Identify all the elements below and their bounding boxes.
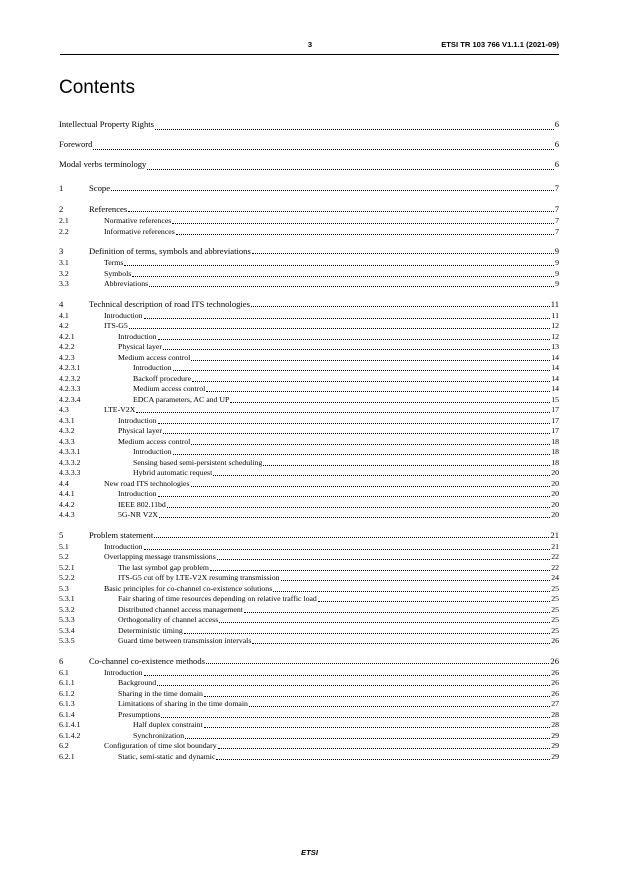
toc-entry-number: 5.3.2 [59, 604, 75, 614]
toc-entry[interactable] [59, 395, 559, 406]
toc-entry-page[interactable]: 9 [555, 258, 559, 267]
toc-entry[interactable] [59, 710, 559, 721]
toc-entry-number: 4.4 [59, 478, 69, 488]
toc-entry[interactable] [59, 552, 559, 563]
toc-entry-number: 2.2 [59, 226, 69, 236]
toc-entry-page[interactable]: 18 [551, 436, 559, 446]
toc-entry-page[interactable]: 11 [550, 298, 559, 309]
toc-entry[interactable] [59, 405, 559, 416]
toc-entry-number: 5.3.3 [59, 615, 75, 624]
toc-entry-number: 4.1 [59, 310, 69, 320]
table-of-contents [59, 114, 559, 762]
toc-entry-number: 4.4.1 [59, 489, 75, 498]
toc-leader-dots [176, 234, 554, 235]
toc-entry-page[interactable]: 27 [551, 699, 559, 708]
toc-entry[interactable] [59, 605, 559, 616]
toc-entry-page[interactable]: 25 [551, 625, 559, 635]
toc-entry-title[interactable]: ITS-G5 [104, 321, 128, 330]
toc-entry-page[interactable]: 14 [551, 373, 559, 383]
toc-leader-dots [249, 706, 550, 707]
toc-entry-title[interactable]: Co-channel co-existence methods [89, 655, 205, 666]
toc-entry-page[interactable]: 20 [551, 489, 559, 498]
toc-entry-title[interactable]: Foreword [59, 139, 93, 149]
toc-entry-page[interactable]: 7 [554, 204, 559, 214]
toc-entry-number: 6.1.4 [59, 709, 75, 719]
toc-entry-page[interactable]: 25 [551, 583, 559, 593]
toc-entry-page[interactable]: 20 [551, 478, 559, 488]
toc-entry-number: 4.2.3.4 [59, 394, 81, 404]
toc-leader-dots [158, 496, 551, 497]
toc-leader-dots [158, 423, 551, 424]
toc-entry[interactable] [59, 668, 559, 679]
toc-entry-page[interactable]: 12 [551, 321, 559, 330]
toc-entry-page[interactable]: 25 [551, 604, 559, 614]
toc-entry-title[interactable]: Informative references [104, 226, 175, 236]
toc-entry[interactable] [59, 573, 559, 584]
toc-entry-title[interactable]: EDCA parameters, AC and UP [133, 394, 230, 404]
toc-entry-number: 2 [59, 204, 64, 214]
toc-entry-page[interactable]: 7 [554, 183, 559, 193]
toc-leader-dots [185, 738, 550, 739]
toc-entry-number: 4 [59, 298, 64, 309]
toc-entry-title[interactable]: Introduction [118, 331, 157, 341]
toc-entry[interactable] [59, 678, 559, 689]
toc-entry-number: 6 [59, 655, 64, 666]
toc-entry-title[interactable]: Modal verbs terminology [59, 159, 147, 169]
toc-entry-page[interactable]: 20 [551, 499, 559, 509]
toc-entry-number: 5.3.5 [59, 636, 75, 645]
toc-leader-dots [128, 211, 554, 212]
toc-entry-number: 6.1.2 [59, 688, 75, 698]
toc-entry-title[interactable]: Presumptions [118, 709, 161, 719]
toc-entry-number: 6.2.1 [59, 751, 75, 761]
toc-entry-page[interactable]: 26 [551, 688, 559, 698]
toc-entry[interactable] [59, 426, 559, 437]
toc-leader-dots [263, 465, 550, 466]
toc-entry-title[interactable]: Deterministic timing [118, 625, 183, 635]
toc-leader-dots [111, 190, 554, 191]
header-rule [60, 54, 559, 55]
toc-entry-page[interactable]: 11 [551, 310, 559, 320]
toc-entry-page[interactable]: 21 [551, 541, 559, 551]
toc-entry-page[interactable]: 9 [555, 268, 559, 278]
toc-entry-page[interactable]: 25 [551, 615, 559, 624]
toc-entry-page[interactable]: 15 [551, 394, 559, 404]
toc-leader-dots [163, 349, 550, 350]
toc-leader-dots [244, 612, 550, 613]
toc-entry-number: 5.2.2 [59, 573, 75, 582]
toc-entry-number: 4.2.3.2 [59, 373, 81, 383]
toc-entry-page[interactable]: 7 [555, 216, 559, 225]
toc-leader-dots [172, 223, 554, 224]
toc-entry[interactable] [59, 447, 559, 458]
toc-entry-page[interactable]: 17 [551, 405, 559, 414]
toc-entry-title[interactable]: Orthogonality of channel access [118, 615, 219, 624]
toc-entry-number: 4.2.3 [59, 352, 75, 362]
toc-entry[interactable] [59, 510, 559, 521]
toc-entry-title[interactable]: References [89, 204, 128, 214]
toc-leader-dots [206, 663, 549, 664]
toc-entry-page[interactable]: 28 [551, 709, 559, 719]
toc-entry-title[interactable]: Medium access control [118, 436, 191, 446]
toc-leader-dots [161, 717, 550, 718]
toc-entry-title[interactable]: Physical layer [118, 426, 162, 435]
toc-entry-page[interactable]: 14 [551, 352, 559, 362]
toc-entry-number: 3.1 [59, 258, 69, 267]
toc-leader-dots [129, 328, 550, 329]
toc-leader-dots [159, 517, 550, 518]
toc-leader-dots [191, 360, 550, 361]
toc-entry-page[interactable]: 26 [551, 636, 559, 645]
toc-entry[interactable] [59, 363, 559, 374]
toc-leader-dots [204, 727, 550, 728]
toc-leader-dots [149, 286, 554, 287]
toc-entry-page[interactable]: 29 [551, 730, 559, 740]
document-reference: ETSI TR 103 766 V1.1.1 (2021-09) [441, 40, 559, 49]
footer-etsi: ETSI [301, 848, 318, 857]
toc-entry-title[interactable]: Guard time between transmission intervals [118, 636, 252, 645]
toc-entry[interactable] [59, 654, 559, 668]
toc-entry-number: 4.3.3.2 [59, 457, 81, 467]
toc-entry-number: 5.2.1 [59, 562, 75, 572]
toc-entry-page[interactable]: 14 [551, 363, 559, 372]
toc-entry[interactable] [59, 353, 559, 364]
toc-entry-title[interactable]: Limitations of sharing in the time domain [118, 699, 248, 708]
toc-entry-number: 6.1.1 [59, 678, 75, 687]
toc-entry-page[interactable]: 12 [551, 331, 559, 341]
toc-entry-number: 4.3.3.1 [59, 447, 81, 456]
toc-entry-number: 6.1.4.1 [59, 720, 81, 729]
toc-entry[interactable] [59, 297, 559, 311]
toc-entry-title[interactable]: Sharing in the time domain [118, 688, 203, 698]
toc-entry-page[interactable]: 18 [551, 447, 559, 456]
toc-leader-dots [154, 537, 549, 538]
toc-leader-dots [144, 318, 551, 319]
toc-entry[interactable] [59, 594, 559, 605]
toc-leader-dots [213, 475, 550, 476]
toc-entry[interactable] [59, 741, 559, 752]
toc-entry-title[interactable]: Physical layer [118, 342, 162, 351]
toc-entry-number: 6.1.4.2 [59, 730, 81, 740]
toc-entry-title[interactable]: Intellectual Property Rights [59, 119, 154, 129]
toc-entry-title[interactable]: Basic principles for co-channel co-existence solutions [104, 583, 273, 593]
toc-leader-dots [218, 748, 551, 749]
page-title: Contents [59, 77, 136, 98]
toc-entry-title[interactable]: Technical description of road ITS technologies [89, 298, 250, 309]
toc-entry-page[interactable]: 28 [551, 720, 559, 729]
toc-leader-dots [93, 149, 553, 150]
toc-entry-number: 1 [59, 183, 64, 193]
toc-entry[interactable] [59, 542, 559, 553]
toc-entry-title[interactable]: Medium access control [133, 384, 206, 393]
toc-entry[interactable] [59, 689, 559, 700]
toc-entry[interactable] [59, 699, 559, 710]
toc-entry[interactable] [59, 114, 559, 134]
toc-entry-number: 6.1 [59, 667, 69, 677]
toc-leader-dots [124, 265, 554, 266]
toc-entry-title[interactable]: Definition of terms, symbols and abbreviations [89, 246, 251, 256]
toc-entry-number: 3.3 [59, 279, 69, 288]
toc-entry[interactable] [59, 731, 559, 742]
toc-leader-dots [144, 549, 551, 550]
toc-entry[interactable] [59, 528, 559, 542]
toc-entry-page[interactable]: 9 [555, 279, 559, 288]
toc-entry-number: 5.1 [59, 541, 69, 551]
toc-entry[interactable] [59, 216, 559, 227]
toc-entry-number: 5.3 [59, 583, 69, 593]
toc-entry[interactable] [59, 374, 559, 385]
toc-entry-page[interactable]: 6 [554, 159, 559, 169]
toc-entry-page[interactable]: 20 [551, 468, 559, 477]
toc-leader-dots [318, 601, 550, 602]
toc-entry-page[interactable]: 6 [554, 119, 559, 129]
toc-entry[interactable] [59, 154, 559, 174]
toc-entry-page[interactable]: 13 [551, 342, 559, 351]
toc-entry[interactable] [59, 489, 559, 500]
toc-entry[interactable] [59, 269, 559, 280]
toc-leader-dots [251, 306, 550, 307]
toc-entry-title[interactable]: Distributed channel access management [118, 604, 243, 614]
toc-leader-dots [191, 486, 551, 487]
toc-entry-title[interactable]: Problem statement [89, 529, 154, 540]
toc-entry-number: 5.3.1 [59, 594, 75, 603]
toc-leader-dots [273, 591, 550, 592]
toc-leader-dots [163, 433, 550, 434]
toc-entry-title[interactable]: New road ITS technologies [104, 478, 190, 488]
page-number: 3 [307, 40, 313, 49]
toc-entry-number: 6.2 [59, 741, 69, 750]
toc-leader-dots [167, 507, 550, 508]
toc-entry-title[interactable]: Hybrid automatic request [133, 468, 213, 477]
toc-leader-dots [155, 129, 554, 130]
toc-entry[interactable] [59, 458, 559, 469]
toc-entry-page[interactable]: 25 [551, 594, 559, 603]
toc-entry-page[interactable]: 22 [551, 562, 559, 572]
toc-entry[interactable] [59, 384, 559, 395]
toc-entry-number: 4.3.2 [59, 426, 75, 435]
toc-entry-title[interactable]: Introduction [133, 363, 172, 372]
toc-entry-page[interactable]: 29 [551, 741, 559, 750]
toc-leader-dots [144, 675, 551, 676]
toc-entry-title[interactable]: Introduction [133, 447, 172, 456]
toc-leader-dots [252, 253, 554, 254]
toc-entry-title[interactable]: IEEE 802.11bd [118, 499, 166, 509]
toc-leader-dots [210, 570, 550, 571]
toc-entry[interactable] [59, 244, 559, 258]
toc-entry-title[interactable]: Medium access control [118, 352, 191, 362]
toc-leader-dots [136, 412, 550, 413]
toc-entry-number: 2.1 [59, 216, 69, 225]
toc-entry-number: 4.2 [59, 321, 69, 330]
toc-leader-dots [281, 580, 551, 581]
toc-entry-title[interactable]: Introduction [104, 310, 143, 320]
toc-entry-number: 4.3.1 [59, 415, 75, 425]
toc-entry-page[interactable]: 7 [555, 226, 559, 236]
toc-entry-title[interactable]: Configuration of time slot boundary [104, 741, 217, 750]
toc-entry[interactable] [59, 563, 559, 574]
toc-entry[interactable] [59, 468, 559, 479]
toc-leader-dots [173, 370, 551, 371]
toc-entry-number: 4.2.1 [59, 331, 75, 341]
toc-entry-title[interactable]: Abbreviations [104, 279, 149, 288]
toc-entry-title[interactable]: Introduction [104, 667, 143, 677]
toc-leader-dots [158, 339, 551, 340]
toc-entry-page[interactable]: 14 [551, 384, 559, 393]
toc-entry-title[interactable]: Fair sharing of time resources depending on relative traffic load [118, 594, 317, 603]
toc-entry-number: 5 [59, 529, 64, 540]
toc-entry-number: 5.3.4 [59, 625, 75, 635]
toc-entry-page[interactable]: 18 [551, 457, 559, 467]
toc-entry-page[interactable]: 17 [551, 426, 559, 435]
toc-leader-dots [204, 696, 550, 697]
toc-leader-dots [147, 169, 553, 170]
toc-entry-number: 4.2.3.1 [59, 363, 81, 372]
toc-entry-title[interactable]: Backoff procedure [133, 373, 192, 383]
toc-leader-dots [206, 391, 550, 392]
toc-entry-number: 4.3 [59, 405, 69, 414]
toc-entry[interactable] [59, 181, 559, 195]
toc-entry-number: 4.3.3.3 [59, 468, 81, 477]
toc-entry-page[interactable]: 26 [550, 655, 559, 666]
toc-entry-title[interactable]: Terms [104, 258, 124, 267]
toc-entry[interactable] [59, 437, 559, 448]
toc-entry-page[interactable]: 9 [554, 246, 559, 256]
toc-entry[interactable] [59, 321, 559, 332]
toc-entry[interactable] [59, 332, 559, 343]
toc-entry-page[interactable]: 29 [551, 751, 559, 761]
toc-entry-number: 4.2.2 [59, 342, 75, 351]
toc-entry-title[interactable]: Introduction [104, 541, 143, 551]
toc-entry-title[interactable]: ITS-G5 cut off by LTE-V2X resuming transmission [118, 573, 280, 582]
toc-entry[interactable] [59, 311, 559, 322]
toc-leader-dots [216, 759, 550, 760]
toc-entry[interactable] [59, 584, 559, 595]
toc-leader-dots [219, 622, 550, 623]
toc-entry-number: 5.2 [59, 552, 69, 561]
toc-entry[interactable] [59, 279, 559, 290]
toc-entry[interactable] [59, 258, 559, 269]
toc-entry-number: 3 [59, 246, 64, 256]
toc-entry[interactable] [59, 134, 559, 154]
toc-entry[interactable] [59, 615, 559, 626]
toc-entry-number: 4.4.2 [59, 499, 75, 509]
toc-leader-dots [252, 643, 550, 644]
toc-leader-dots [191, 444, 550, 445]
toc-entry-title[interactable]: Static, semi-static and dynamic [118, 751, 216, 761]
toc-entry-title[interactable]: 5G-NR V2X [118, 510, 158, 519]
toc-leader-dots [184, 633, 550, 634]
toc-entry[interactable] [59, 626, 559, 637]
toc-leader-dots [192, 381, 550, 382]
toc-entry-page[interactable]: 20 [551, 510, 559, 519]
toc-leader-dots [230, 402, 550, 403]
toc-entry-title[interactable]: Normative references [104, 216, 172, 225]
toc-entry-number: 4.2.3.3 [59, 384, 81, 393]
toc-entry-page[interactable]: 26 [551, 667, 559, 677]
toc-entry-number: 6.1.3 [59, 699, 75, 708]
toc-entry[interactable] [59, 720, 559, 731]
toc-entry-title[interactable]: The last symbol gap problem [118, 562, 209, 572]
toc-entry-title[interactable]: Scope [89, 183, 111, 193]
toc-leader-dots [132, 276, 554, 277]
toc-entry-page[interactable]: 26 [551, 678, 559, 687]
toc-entry[interactable] [59, 342, 559, 353]
toc-entry-title[interactable]: LTE-V2X [104, 405, 136, 414]
toc-entry-title[interactable]: Symbols [104, 268, 132, 278]
toc-entry-page[interactable]: 6 [554, 139, 559, 149]
toc-entry[interactable] [59, 636, 559, 647]
toc-entry[interactable] [59, 227, 559, 238]
toc-leader-dots [217, 559, 550, 560]
toc-entry-page[interactable]: 22 [551, 552, 559, 561]
toc-entry-title[interactable]: Introduction [118, 489, 157, 498]
toc-entry-number: 3.2 [59, 268, 69, 278]
toc-entry-title[interactable]: Background [118, 678, 157, 687]
toc-leader-dots [173, 454, 551, 455]
toc-entry-page[interactable]: 24 [551, 573, 559, 582]
toc-leader-dots [157, 685, 550, 686]
toc-entry-page[interactable]: 21 [550, 529, 559, 540]
toc-entry-number: 4.4.3 [59, 510, 75, 519]
toc-entry-number: 4.3.3 [59, 436, 75, 446]
toc-entry-title[interactable]: Overlapping message transmissions [104, 552, 216, 561]
toc-entry[interactable] [59, 416, 559, 427]
toc-entry-title[interactable]: Half duplex constraint [133, 720, 203, 729]
toc-entry-title[interactable]: Synchronization [133, 730, 185, 740]
toc-entry-page[interactable]: 17 [551, 415, 559, 425]
toc-entry[interactable] [59, 202, 559, 216]
toc-entry[interactable] [59, 752, 559, 763]
toc-entry-title[interactable]: Sensing based semi-persistent scheduling [133, 457, 263, 467]
toc-entry[interactable] [59, 500, 559, 511]
toc-entry[interactable] [59, 479, 559, 490]
toc-entry-title[interactable]: Introduction [118, 415, 157, 425]
